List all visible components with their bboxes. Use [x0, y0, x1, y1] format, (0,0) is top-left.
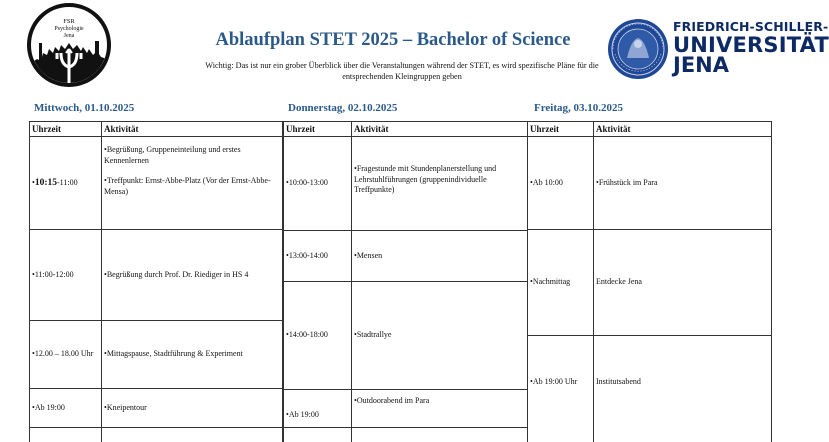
- university-line-2: UNIVERSITÄT: [673, 32, 829, 57]
- page-title: Ablaufplan STET 2025 – Bachelor of Science: [215, 30, 571, 50]
- column-header-time: Uhrzeit: [286, 124, 315, 134]
- day-header-friday: Freitag, 03.10.2025: [534, 102, 624, 114]
- table-cell-time: • 13:00-14:00: [286, 250, 328, 260]
- university-line-3: JENA: [673, 52, 729, 77]
- schedule-table-thursday: [283, 121, 528, 442]
- table-cell-time: • 10:00-13:00: [286, 178, 328, 188]
- table-cell-time: • Ab 19:00: [286, 409, 319, 419]
- svg-text:Psychologie: Psychologie: [54, 26, 84, 32]
- table-cell-activity: • Frühstück im Para: [596, 177, 658, 187]
- university-seal-icon: [607, 18, 669, 80]
- table-cell-time: • 14:00-18:00: [286, 330, 328, 340]
- schedule-table-wednesday: [29, 121, 283, 442]
- column-header-activity: Aktivität: [596, 124, 631, 134]
- table-cell-activity: Entdecke Jena: [596, 277, 642, 287]
- table-cell-activity: • Stadtrallye: [354, 330, 392, 340]
- table-cell-activity: Institutsabend: [596, 376, 641, 386]
- table-cell-time: • 10:15 -11:00: [32, 177, 78, 188]
- column-header-activity: Aktivität: [354, 124, 389, 134]
- column-header-time: Uhrzeit: [530, 124, 559, 134]
- table-cell-time: • 12.00 – 18.00 Uhr: [32, 349, 94, 359]
- day-header-wednesday: Mittwoch, 01.10.2025: [34, 102, 135, 114]
- table-cell-activity: • Kneipentour: [104, 402, 147, 412]
- table-cell-time: • Nachmittag: [530, 277, 571, 287]
- schedule-table-friday: [527, 121, 772, 442]
- table-cell-activity: • Mittagspause, Stadtführung & Experiment: [104, 349, 243, 359]
- table-cell-activity: •Begrüßung, Gruppeneinteilung und erstes Kennenlernen •Treffpunkt: Ernst-Abbe-Platz (Vor der Ernst-Abbe-Mensa): [104, 145, 271, 196]
- table-cell-time: • Ab 19:00: [32, 402, 65, 412]
- university-line-1: FRIEDRICH-SCHILLER-: [673, 19, 829, 34]
- column-header-time: Uhrzeit: [32, 124, 61, 134]
- svg-text:Jena: Jena: [63, 33, 75, 39]
- table-cell-activity: •Fragestunde mit Stundenplanerstellung und Lehrstuhlführungen (gruppenindividuelle Treffpunkte): [354, 164, 497, 194]
- column-header-activity: Aktivität: [104, 124, 139, 134]
- table-cell-activity: • Mensen: [354, 250, 383, 260]
- page-subtitle: Wichtig: Das ist nur ein grober Überblick über die Veranstaltungen während der STET, es wird spezifische Pläne für die entsprechenden Kleingruppen geben: [205, 61, 599, 81]
- table-cell-activity: •Outdoorabend im Para: [354, 396, 430, 405]
- table-cell-time: • 11:00-12:00: [32, 269, 74, 279]
- table-cell-time: • Ab 10:00: [530, 177, 563, 187]
- fsr-psychologie-logo: [27, 3, 111, 87]
- fsr-logo-text: FSR: [63, 18, 75, 25]
- day-header-thursday: Donnerstag, 02.10.2025: [288, 102, 398, 114]
- table-cell-time: • Ab 19:00 Uhr: [530, 376, 578, 386]
- university-wordmark: [673, 21, 829, 76]
- table-cell-activity: • Begrüßung durch Prof. Dr. Riediger in HS 4: [104, 269, 249, 279]
